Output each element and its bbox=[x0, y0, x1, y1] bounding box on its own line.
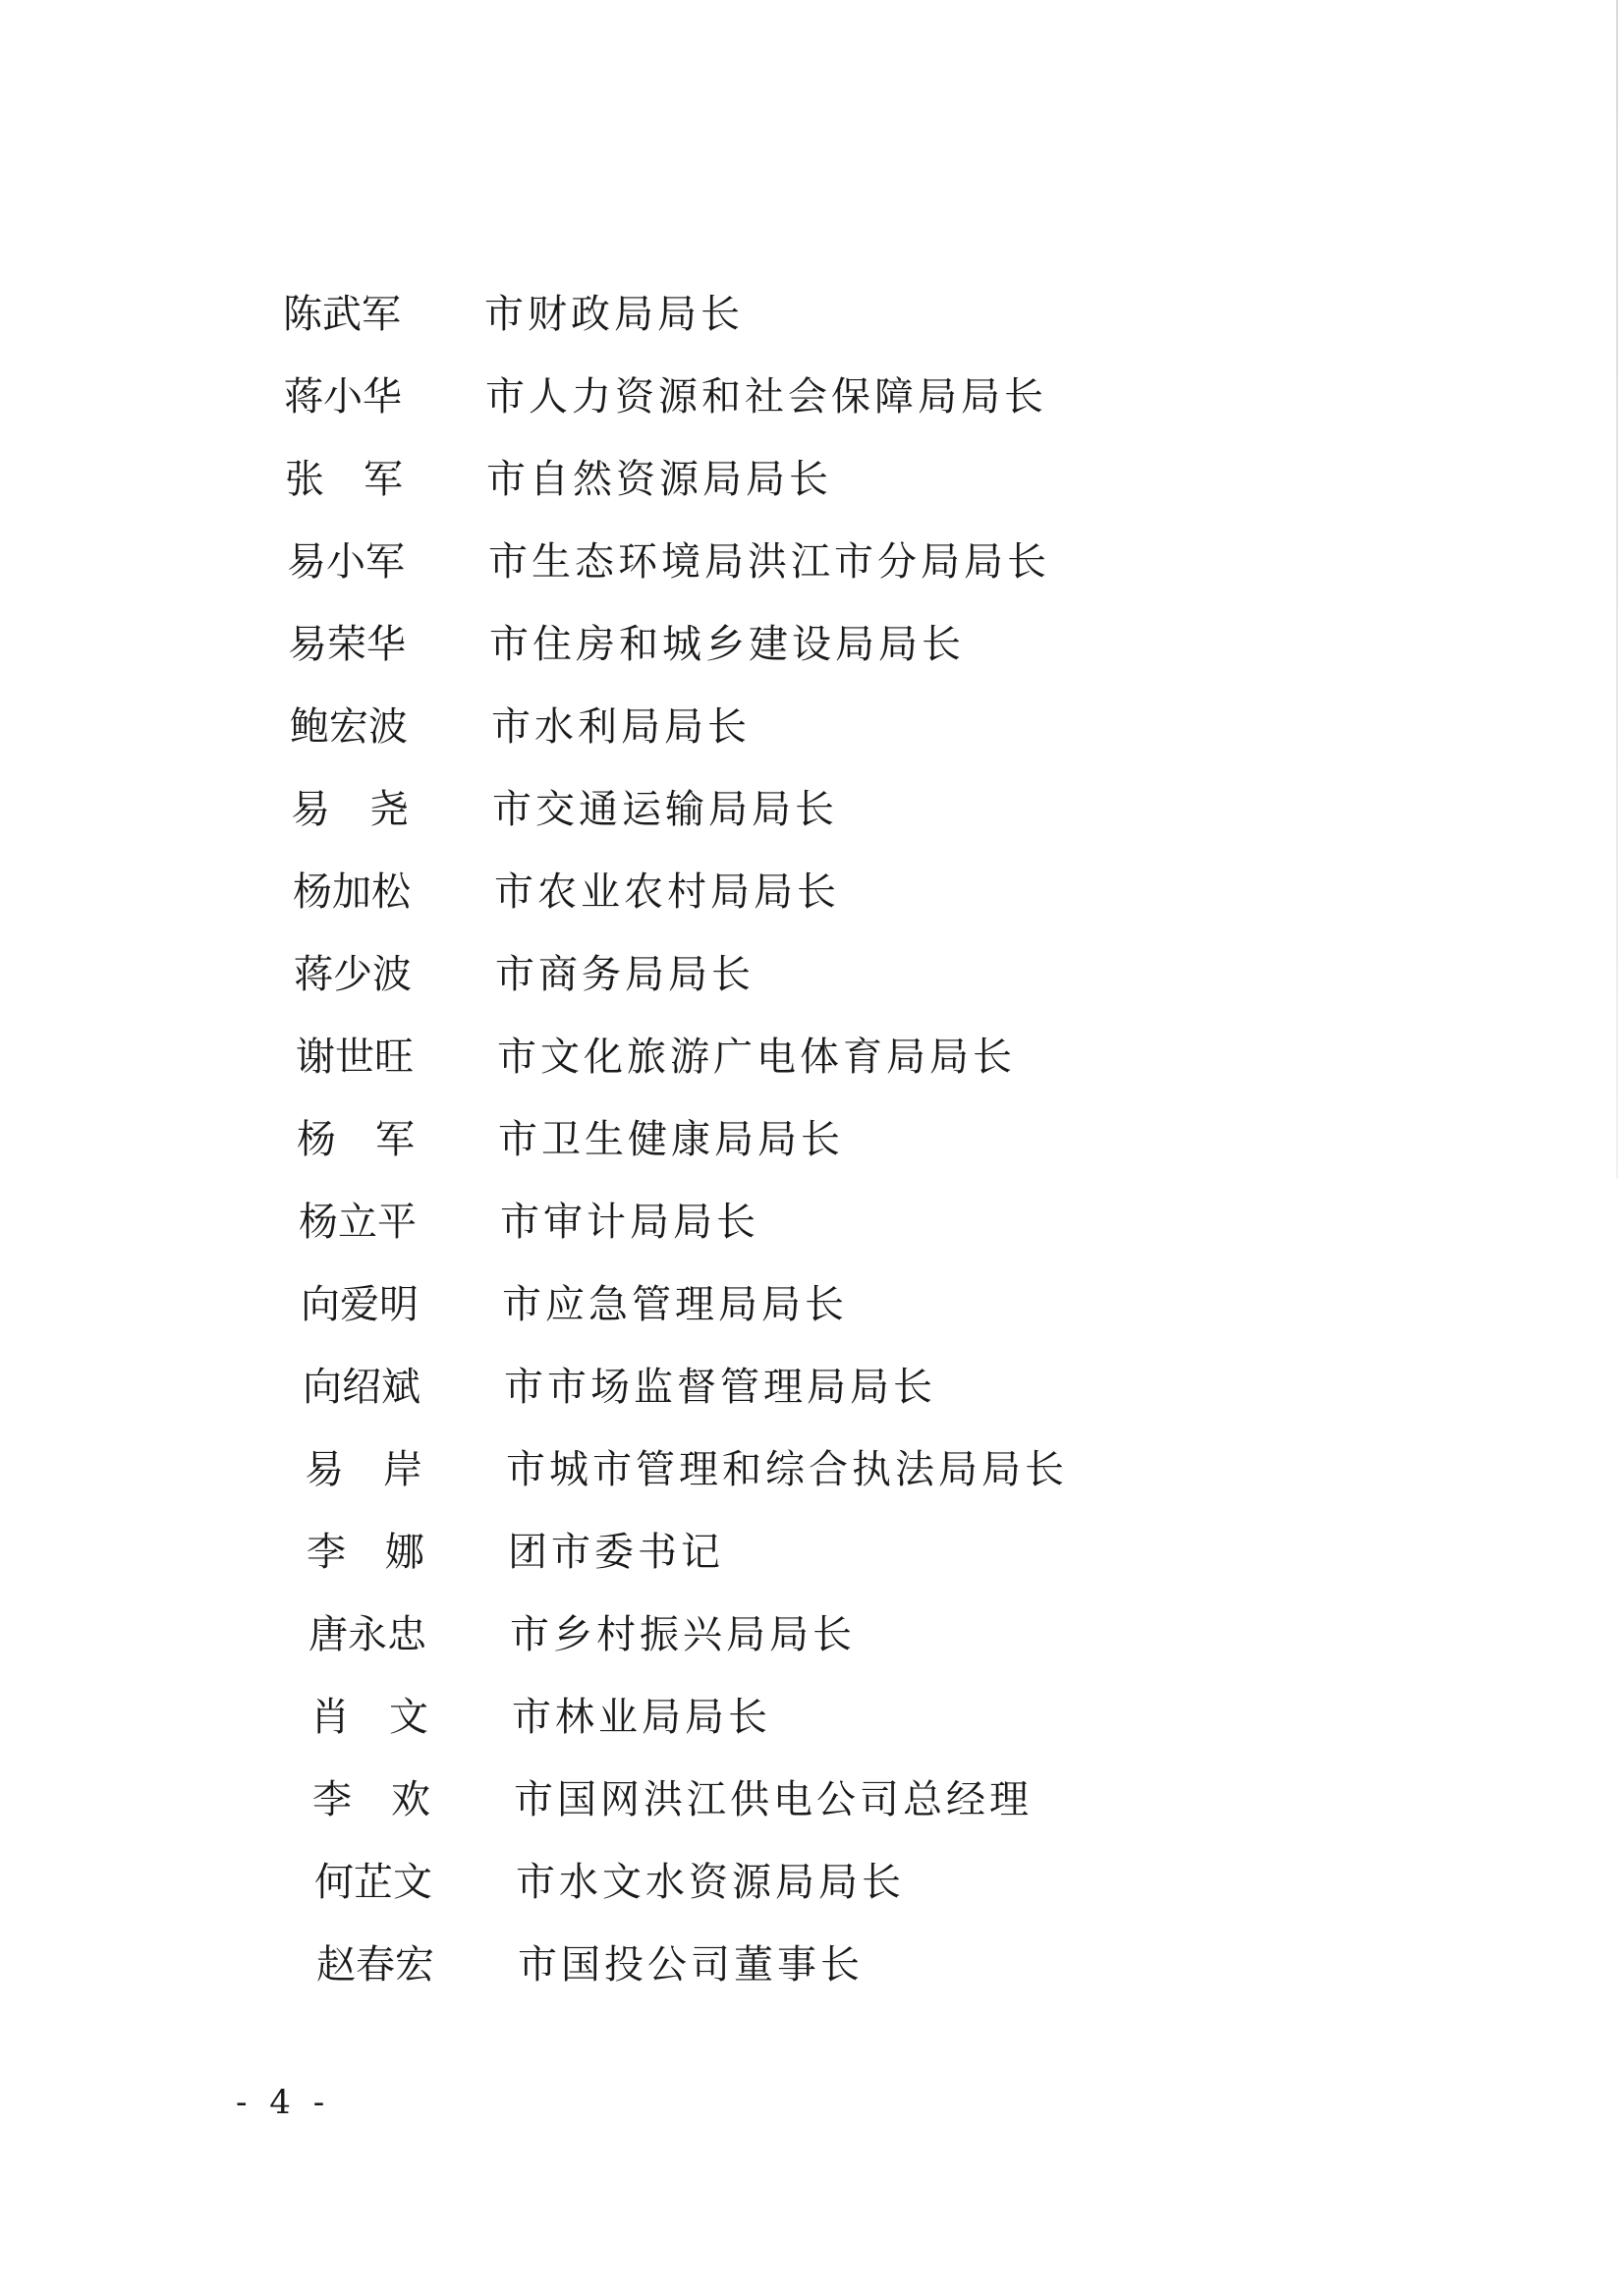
member-title: 市农业农村局局长 bbox=[494, 869, 840, 915]
member-name: 易 岸 bbox=[305, 1447, 422, 1492]
member-name: 蒋少波 bbox=[294, 952, 412, 997]
member-name: 易小军 bbox=[287, 539, 405, 585]
member-title: 市交通运输局局长 bbox=[492, 787, 838, 832]
member-title: 市商务局局长 bbox=[495, 952, 755, 997]
member-name: 鲍宏波 bbox=[290, 704, 408, 750]
member-title: 市水文水资源局局长 bbox=[516, 1860, 905, 1905]
member-title: 市乡村振兴局局长 bbox=[510, 1612, 856, 1657]
member-name: 何芷文 bbox=[314, 1860, 432, 1905]
member-title: 市应急管理局局长 bbox=[502, 1282, 848, 1327]
member-title: 市住房和城乡建设局局长 bbox=[489, 622, 965, 667]
member-title: 市市场监督管理局局长 bbox=[504, 1365, 936, 1410]
page-number: - 4 - bbox=[236, 2083, 331, 2122]
member-name: 杨 军 bbox=[297, 1117, 415, 1162]
member-title: 市人力资源和社会保障局局长 bbox=[485, 374, 1047, 420]
member-name: 赵春宏 bbox=[316, 1942, 434, 1987]
member-title: 市国网洪江供电公司总经理 bbox=[514, 1777, 1033, 1822]
member-title: 市国投公司董事长 bbox=[518, 1942, 864, 1987]
member-title: 市卫生健康局局长 bbox=[498, 1117, 844, 1162]
member-title: 市城市管理和综合执法局局长 bbox=[506, 1447, 1068, 1492]
member-title: 市林业局局长 bbox=[512, 1695, 771, 1740]
member-name: 易荣华 bbox=[288, 622, 406, 667]
member-title: 市水利局局长 bbox=[491, 704, 751, 750]
member-name: 谢世旺 bbox=[296, 1035, 414, 1080]
member-name: 唐永忠 bbox=[308, 1612, 426, 1657]
member-title: 团市委书记 bbox=[508, 1530, 724, 1575]
member-title: 市自然资源局局长 bbox=[486, 457, 832, 502]
member-name: 易 尧 bbox=[291, 787, 409, 832]
member-name: 向绍斌 bbox=[303, 1365, 420, 1410]
member-name: 杨加松 bbox=[293, 869, 411, 915]
member-title: 市生态环境局洪江市分局局长 bbox=[488, 539, 1050, 585]
member-name: 杨立平 bbox=[299, 1200, 417, 1245]
member-name: 蒋小华 bbox=[284, 374, 402, 420]
member-title: 市文化旅游广电体育局局长 bbox=[497, 1035, 1016, 1080]
member-name: 张 军 bbox=[285, 457, 403, 502]
member-name: 李 娜 bbox=[307, 1530, 424, 1575]
member-name: 陈武军 bbox=[283, 292, 401, 337]
member-title: 市财政局局长 bbox=[484, 292, 744, 337]
member-name: 向爱明 bbox=[301, 1282, 419, 1327]
member-title: 市审计局局长 bbox=[500, 1200, 759, 1245]
member-name: 李 欢 bbox=[312, 1777, 430, 1822]
member-name: 肖 文 bbox=[310, 1695, 428, 1740]
